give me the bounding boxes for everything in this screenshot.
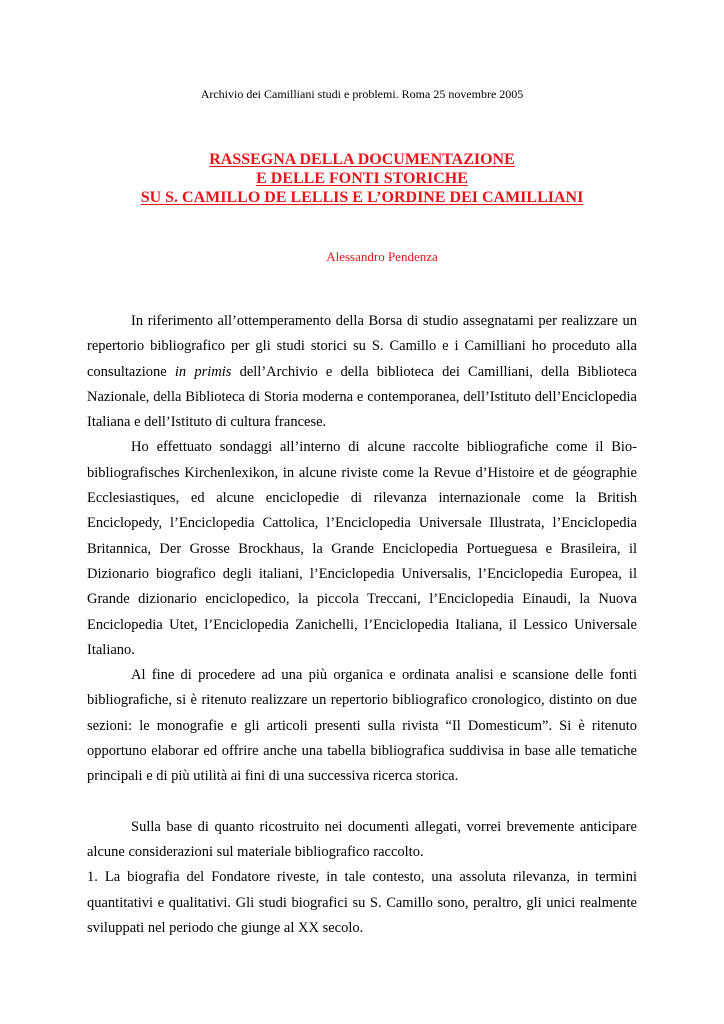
author-name: Alessandro Pendenza (326, 249, 438, 264)
paragraph-1-text-end: dell’Archivio e della biblioteca dei Camilliani, della Biblioteca Nazionale, della Biblioteca di Storia moderna e contemporanea, dell’Istituto dell’Enciclopedia Italiana e dell’Istituto di cultura francese. (87, 363, 637, 431)
paragraph-3: Al fine di procedere ad una più organica e ordinata analisi e scansione delle fonti bibliografiche, si è ritenuto realizzare un repertorio bibliografico cronologico, distinto on due sezioni: le monografie e gli articoli presenti sulla rivista “Il Domesticum”. Si è ritenuto opportuno elaborar ed offrire anche una tabella bibliografica suddivisa in base alle tematiche principali e di più utilità ai fini di una successiva ricerca storica. (87, 667, 637, 785)
title-line-3: SU S. CAMILLO DE LELLIS E L’ORDINE DEI CAMILLIANI (140, 189, 584, 206)
document-body (87, 309, 637, 941)
title-line-2: E DELLE FONTI STORICHE (256, 170, 468, 187)
paragraph-1-italic: in primis (174, 363, 232, 380)
paragraph-4: Sulla base di quanto ricostruito nei documenti allegati, vorrei brevemente anticipare alcune considerazioni sul materiale bibliografico raccolto. (87, 818, 637, 860)
document-title (0, 150, 724, 207)
author-line (0, 249, 724, 265)
paragraph-1-text-start: In riferimento all’ottemperamento della Borsa di studio assegnatami per realizzare un repertorio bibliografico per gli studi storici su S. Camillo e i Camilliani ho proceduto alla consultazione (87, 313, 637, 380)
paragraph-2: Ho effettuato sondaggi all’interno di alcune raccolte bibliografiche come il Bio-bibliografisches Kirchenlexikon, in alcune riviste come la Revue d’Histoire et de géographie Ecclesiastiques, ed alcune enciclopedie di rilevanza internazionale come la British Enciclopedy, l’Enciclopedia Cattolica, l’Enciclopedia Universale Illustrata, l’Enciclopedia Britannica, Der Grosse Brockhaus, la Grande Enciclopedia Portueguesa e Brasileira, il Dizionario biografico degli italiani, l’Enciclopedia Universalis, l’Enciclopedia Europea, il Grande dizionario enciclopedico, la piccola Treccani, l’Enciclopedia Einaudi, la Nuova Enciclopedia Utet, l’Enciclopedia Zanichelli, l’Enciclopedia Italiana, il Lessico Universale Italiano. (87, 439, 637, 658)
page-header (0, 87, 724, 101)
title-line-1: RASSEGNA DELLA DOCUMENTAZIONE (209, 151, 515, 168)
paragraph-5: 1. La biografia del Fondatore riveste, in tale contesto, una assoluta rilevanza, in termini quantitativi e qualitativi. Gli studi biografici su S. Camillo sono, peraltro, gli unici realmente sviluppati nel periodo che giunge al XX secolo. (87, 869, 637, 936)
header-text: Archivio dei Camilliani studi e problemi. Roma 25 novembre 2005 (200, 87, 524, 101)
paragraph-1 (87, 309, 637, 435)
